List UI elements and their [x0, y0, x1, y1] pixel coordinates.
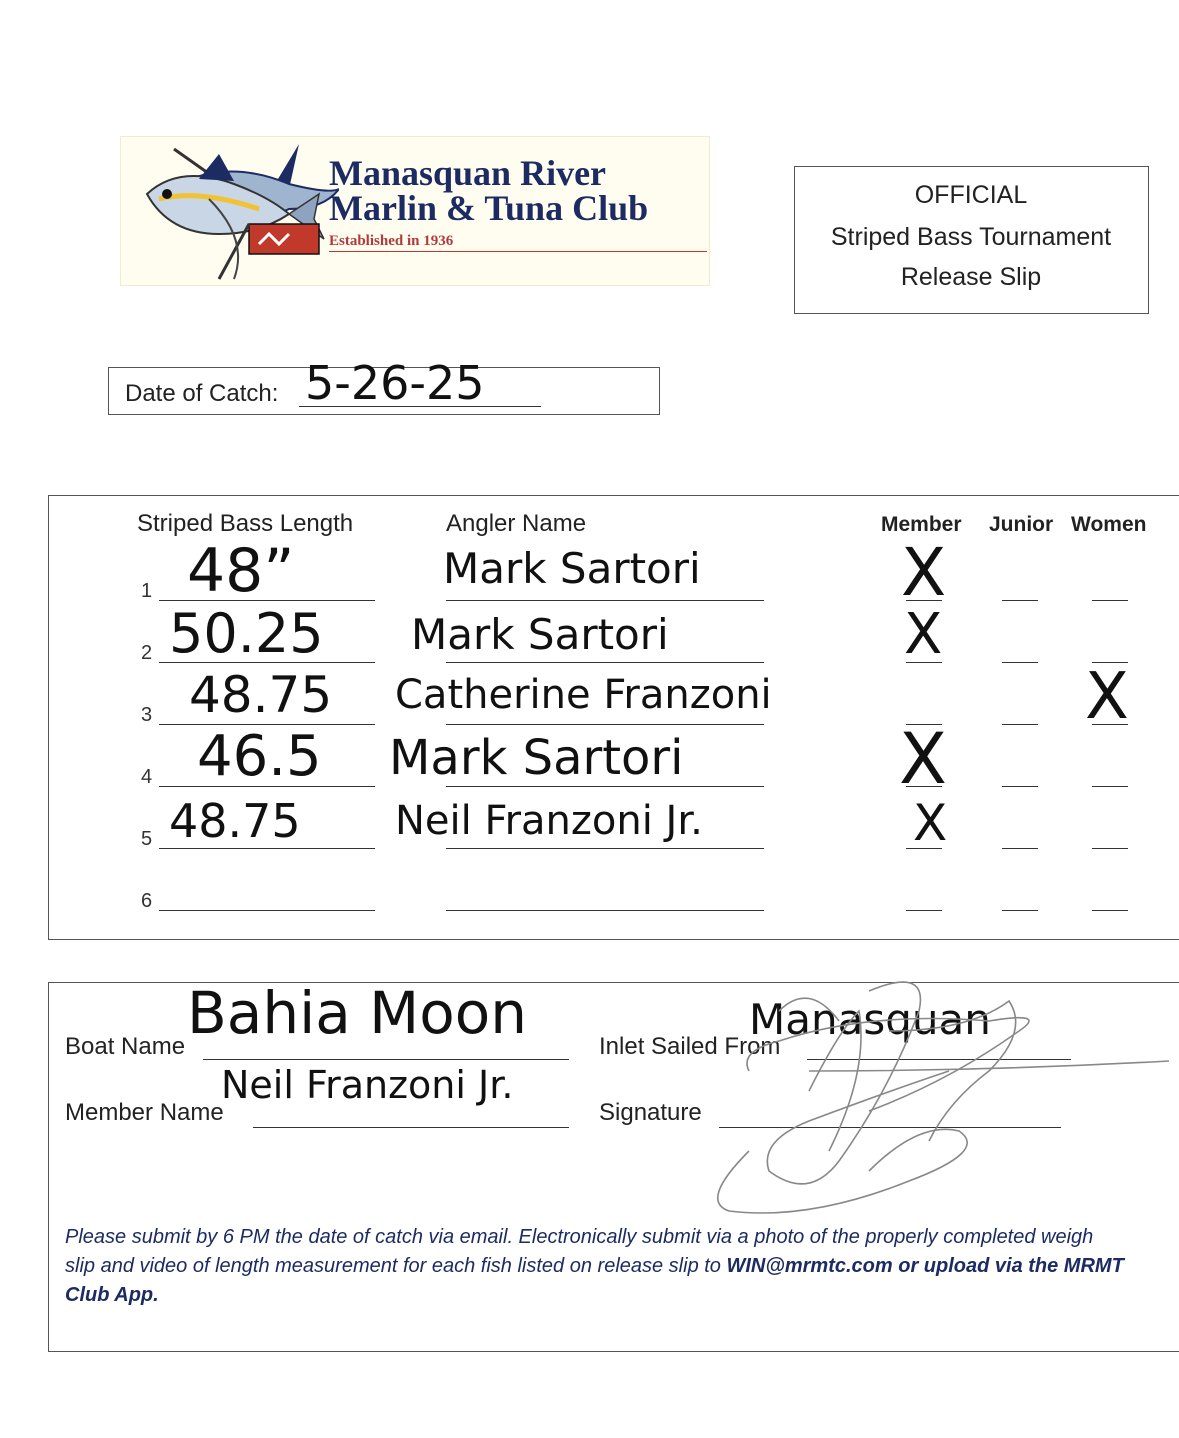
date-value[interactable]: 5-26-25: [305, 356, 485, 410]
angler-value[interactable]: Neil Franzoni Jr.: [395, 798, 703, 844]
row-number: 4: [141, 766, 153, 788]
instructions-line3: [65, 1281, 1179, 1310]
junior-line: [1002, 662, 1038, 663]
length-value[interactable]: 48.75: [169, 794, 301, 848]
member-name-label: Member Name: [65, 1099, 224, 1126]
row-number: 5: [141, 828, 153, 850]
angler-line: [446, 910, 764, 911]
angler-value[interactable]: Mark Sartori: [443, 544, 701, 593]
member-name-value[interactable]: Neil Franzoni Jr.: [221, 1063, 514, 1107]
angler-value[interactable]: Mark Sartori: [411, 610, 669, 659]
angler-value[interactable]: Catherine Franzoni: [395, 672, 772, 718]
women-check[interactable]: X: [1085, 660, 1129, 734]
boat-name-value[interactable]: Bahia Moon: [187, 979, 527, 1047]
official-slip-box: [794, 166, 1149, 314]
angler-line: [446, 600, 764, 601]
club-app-text: Club App.: [65, 1284, 159, 1306]
signature-label: Signature: [599, 1099, 702, 1126]
fish-logo-icon: [139, 139, 339, 285]
official-tournament: Striped Bass Tournament: [830, 223, 1112, 251]
header-member: Member: [881, 513, 962, 536]
club-name-line1: Manasquan River: [329, 153, 607, 193]
row-number: 1: [141, 580, 153, 602]
instructions-line2: [65, 1252, 1179, 1281]
length-value[interactable]: 48”: [187, 536, 295, 606]
junior-line: [1002, 910, 1038, 911]
inlet-value[interactable]: Manasquan: [749, 995, 991, 1044]
logo-underline: [329, 251, 707, 252]
row-number: 2: [141, 642, 153, 664]
member-name-line: [253, 1127, 569, 1128]
official-release-slip: Release Slip: [900, 263, 1042, 291]
header-junior: Junior: [989, 513, 1054, 536]
email-link[interactable]: WIN@mrmtc.com or upload via the MRMT: [726, 1255, 1124, 1277]
junior-line: [1002, 724, 1038, 725]
angler-line: [446, 786, 764, 787]
member-check[interactable]: X: [904, 602, 943, 667]
row-number: 6: [141, 890, 153, 912]
angler-line: [446, 662, 764, 663]
boat-details-box: [48, 979, 1179, 1352]
angler-line: [446, 724, 764, 725]
women-line: [1092, 786, 1128, 787]
length-value[interactable]: 46.5: [197, 724, 322, 789]
women-line: [1092, 600, 1128, 601]
member-check[interactable]: X: [899, 718, 947, 800]
angler-line: [446, 848, 764, 849]
inlet-label: Inlet Sailed From: [599, 1033, 781, 1060]
member-check[interactable]: X: [901, 534, 947, 611]
length-value[interactable]: 48.75: [189, 666, 333, 724]
angler-value[interactable]: Mark Sartori: [389, 730, 684, 786]
instructions-line2-text: slip and video of length measurement for each fish listed on release slip to: [65, 1255, 727, 1277]
instructions-line1: Please submit by 6 PM the date of catch via email. Electronically submit via a photo of the properly completed weigh: [65, 1226, 1094, 1248]
women-line: [1092, 910, 1128, 911]
length-value[interactable]: 50.25: [169, 602, 324, 665]
length-line: [159, 910, 375, 911]
catch-table-box: [48, 495, 1179, 940]
club-name-line2: Marlin & Tuna Club: [329, 188, 649, 228]
row-number: 3: [141, 704, 153, 726]
date-label: Date of Catch:: [125, 380, 279, 407]
junior-line: [1002, 786, 1038, 787]
header-angler: Angler Name: [446, 510, 587, 537]
official-title: OFFICIAL: [914, 181, 1028, 209]
member-line: [906, 910, 942, 911]
junior-line: [1002, 848, 1038, 849]
established-text: Established in 1936: [329, 233, 454, 249]
boat-name-label: Boat Name: [65, 1033, 186, 1060]
women-line: [1092, 848, 1128, 849]
member-check[interactable]: X: [913, 794, 948, 852]
header-women: Women: [1071, 513, 1147, 536]
junior-line: [1002, 600, 1038, 601]
date-of-catch-box: [108, 356, 660, 415]
boat-name-line: [203, 1059, 569, 1060]
length-line: [159, 848, 375, 849]
signature-scribble[interactable]: [689, 971, 1179, 1231]
header-length: Striped Bass Length: [137, 510, 354, 537]
submission-instructions: [65, 1223, 1179, 1310]
club-logo: [120, 136, 710, 286]
